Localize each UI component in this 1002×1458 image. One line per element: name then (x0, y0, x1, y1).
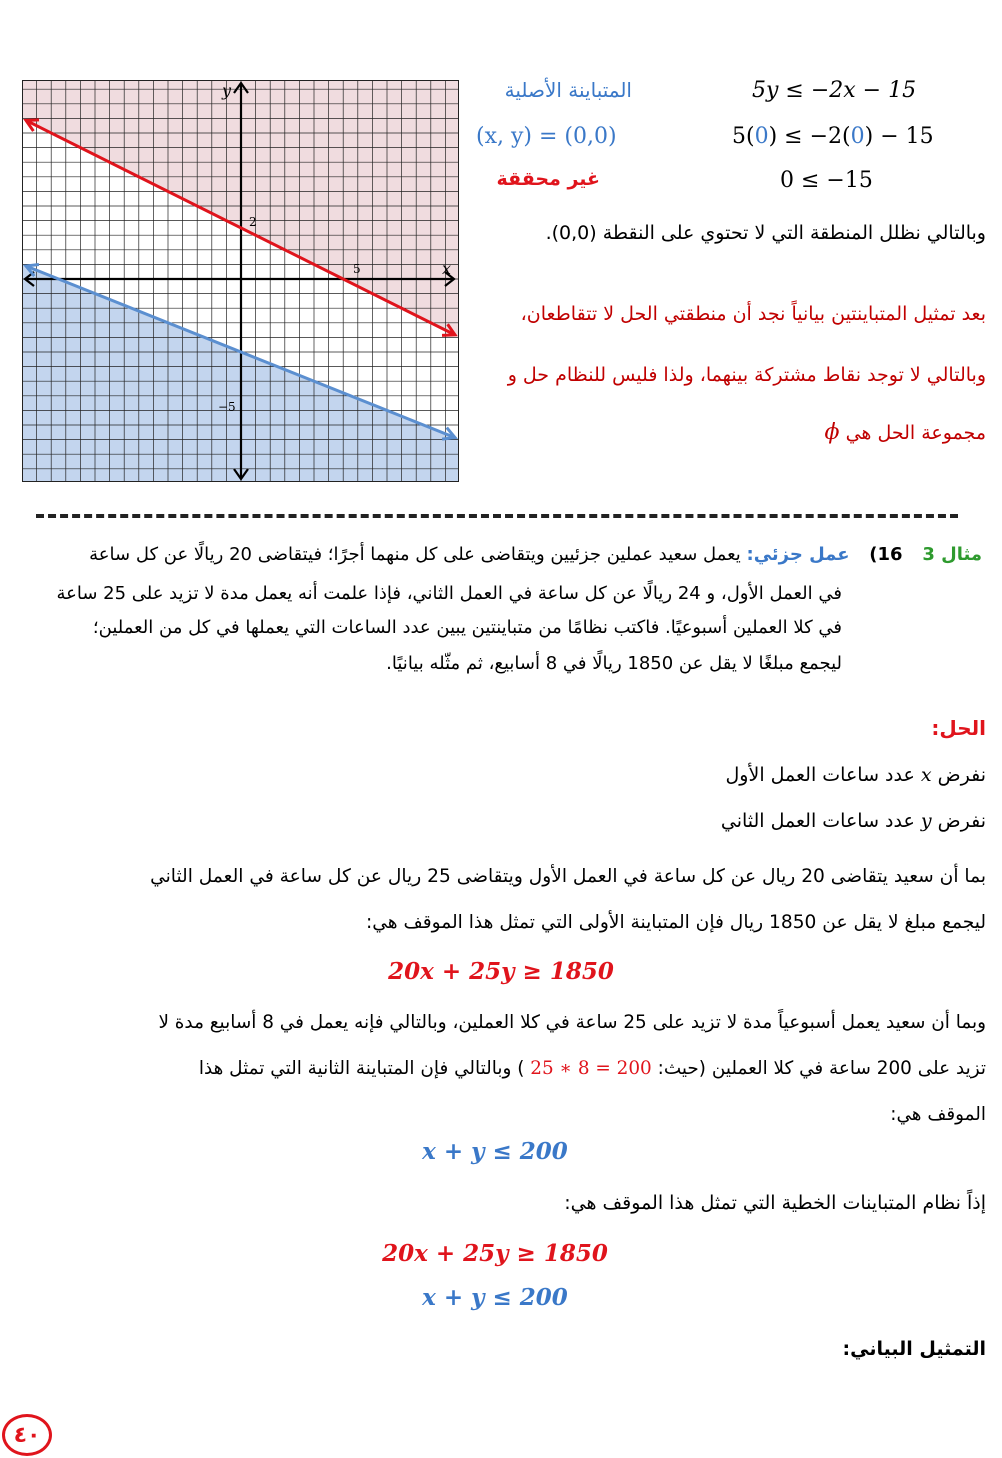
graph-heading: التمثيل البياني: (842, 1338, 986, 1360)
let-x: نفرض x عدد ساعات العمل الأول (725, 764, 986, 786)
para2-line-3: الموقف هي: (890, 1104, 986, 1125)
example-label: مثال 3 (922, 544, 982, 565)
solution-heading: الحل: (931, 716, 986, 740)
conclusion-line-1: بعد تمثيل المتباينتين بيانياً نجد أن منطقتي الحل لا تتقاطعان، (520, 303, 986, 325)
not-satisfied-label: غير محققة (496, 168, 600, 190)
hours-calculation: 25 ∗ 8 = 200 (530, 1058, 652, 1079)
para2-line-2: تزيد على 200 ساعة في كلا العملين (حيث: 25 ∗ 8 = 200 ) وبالتالي فإن المتباينة الثانية التي تمثل هذا (198, 1058, 986, 1079)
original-inequality-label: المتباينة الأصلية (504, 78, 632, 102)
shade-sentence: وبالتالي نظلل المنطقة التي لا تحتوي على النقطة (0,0). (545, 222, 986, 244)
example-line-2: في العمل الأول، و 24 ريالًا عن كل ساعة في العمل الثاني، فإذا علمت أنه يعمل مدة لا تزيد على 25 ساعة (56, 583, 842, 604)
inequality-graph (22, 80, 459, 482)
example-number: 16) (869, 544, 903, 565)
var-y: y (920, 810, 932, 832)
tick-label-y-2: 2 (249, 215, 257, 229)
example-line-1: يعمل سعيد عملين جزئيين ويتقاضى على كل منهما أجرًا؛ فيتقاضى 20 ريالًا عن كل ساعة (89, 544, 741, 565)
x-axis-label: x (442, 259, 452, 278)
system-intro: إذاً نظام المتباينات الخطية التي تمثل هذا الموقف هي: (564, 1192, 986, 1214)
system-inequality-2: x + y ≤ 200 (422, 1284, 568, 1311)
example-title: عمل جزئي: (746, 544, 850, 565)
test-result: 0 ≤ −15 (780, 168, 873, 193)
para1-line-1: بما أن سعيد يتقاضى 20 ريال عن كل ساعة في العمل الأول ويتقاضى 25 ريال عن كل ساعة في العمل الثاني (150, 866, 986, 887)
para1-line-2: ليجمع مبلغ لا يقل عن 1850 ريال فإن المتباينة الأولى التي تمثل هذا الموقف هي: (366, 912, 986, 933)
example-line-3: في كلا العملين أسبوعيًا. فاكتب نظامًا من متباينتين يبين عدد الساعات التي يعملها في كل من العملين؛ (92, 617, 842, 638)
example-header (89, 544, 982, 565)
inequality-1: 20x + 25y ≥ 1850 (388, 958, 614, 985)
graph-svg (22, 80, 459, 482)
solution-set-text: مجموعة الحل هي (845, 422, 986, 444)
example-line-4: ليجمع مبلغًا لا يقل عن 1850 ريالًا في 8 أسابيع، ثم مثّله بيانيًا. (386, 653, 842, 674)
tick-label-x-5: 5 (353, 262, 361, 276)
original-inequality: 5y ≤ −2x − 15 (752, 78, 917, 103)
let-y: نفرض y عدد ساعات العمل الثاني (720, 810, 986, 832)
conclusion-line-2: وبالتالي لا توجد نقاط مشتركة بينهما، ولذا فليس للنظام حل و (507, 364, 986, 386)
inequality-2: x + y ≤ 200 (422, 1138, 568, 1165)
var-x: x (920, 764, 932, 786)
system-inequality-1: 20x + 25y ≥ 1850 (382, 1240, 608, 1267)
tick-label-y-neg5: −5 (218, 400, 236, 414)
y-axis-label: y (222, 81, 232, 100)
conclusion-line-3 (825, 420, 986, 445)
empty-set-symbol: ϕ (824, 420, 840, 445)
section-divider (36, 514, 958, 518)
para2-line-1: وبما أن سعيد يعمل أسبوعياً مدة لا تزيد على 25 ساعة في كلا العملين، وبالتالي فإنه يعمل في 8 أسابيع مدة لا (158, 1012, 986, 1033)
test-point: (x, y) = (0,0) (476, 124, 617, 149)
page-number: ٤٠ (2, 1414, 52, 1456)
test-substitution: 5(0) ≤ −2(0) − 15 (732, 124, 934, 149)
